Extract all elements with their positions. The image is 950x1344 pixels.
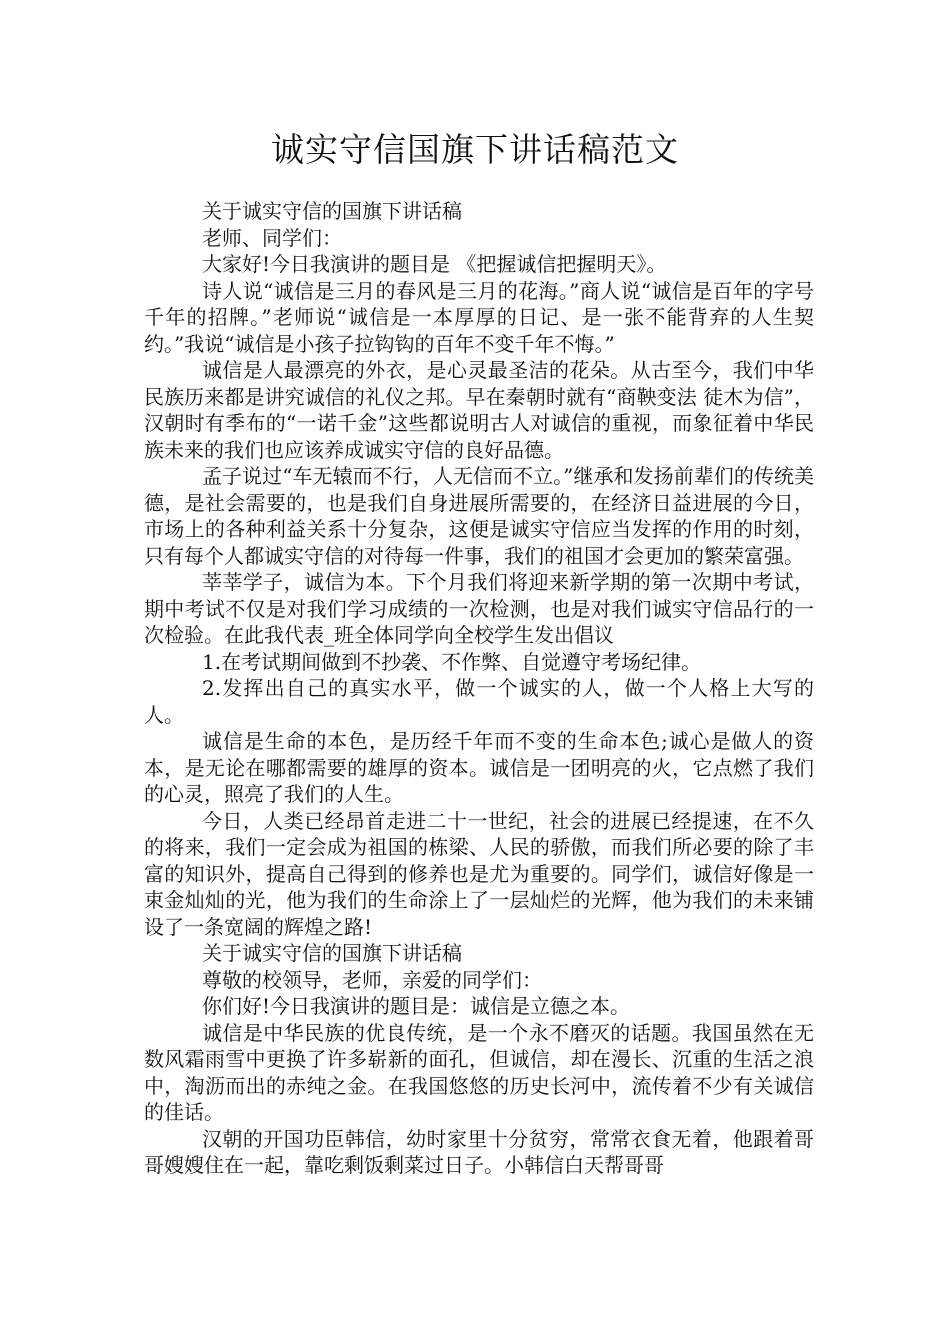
paragraph: 大家好!今日我演讲的题目是 《把握诚信把握明天》。	[202, 252, 667, 276]
paragraph: 尊敬的校领导，老师，亲爱的同学们：	[202, 967, 542, 992]
paragraph: 孟子说过“车无辕而不行，人无信而不立。”继承和发扬前辈们的传统美德，是社会需要的，也是我们自身进展所需要的，在经济日益进展的今日，市场上的各种利益关系十分复杂，这便是诚实守信应当发挥的作用的时刻，只有每个人都诚实守信的对待每一件事，我们的祖国才会更加的繁荣富强。	[144, 464, 814, 568]
paragraph: 诚信是生命的本色，是历经千年而不变的生命本色;诚心是做人的资本，是无论在哪都需要的雄厚的资本。诚信是一团明亮的火，它点燃了我们的心灵，照亮了我们的人生。	[144, 729, 814, 806]
paragraph: 2.发挥出自己的真实水平，做一个诚实的人，做一个人格上大写的人。	[144, 676, 814, 727]
paragraph: 汉朝的开国功臣韩信，幼时家里十分贫穷，常常衣食无着，他跟着哥哥嫂嫂住在一起，靠吃剩饭剩菜过日子。小韩信白天帮哥哥	[144, 1126, 814, 1177]
paragraph: 莘莘学子，诚信为本。下个月我们将迎来新学期的第一次期中考试，期中考试不仅是对我们学习成绩的一次检测，也是对我们诚实守信品行的一次检验。在此我代表_班全体同学向全校学生发出倡议	[144, 570, 814, 647]
paragraph: 诚信是中华民族的优良传统，是一个永不磨灭的话题。我国虽然在无数风霜雨雪中更换了许多崭新的面孔，但诚信，却在漫长、沉重的生活之浪中，淘沥而出的赤纯之金。在我国悠悠的历史长河中，流传着不少有关诚信的佳话。	[144, 1020, 814, 1124]
paragraph: 1.在考试期间做到不抄袭、不作弊、自觉遵守考场纪律。	[202, 649, 702, 674]
paragraph: 关于诚实守信的国旗下讲话稿	[202, 199, 462, 223]
paragraph: 诚信是人最漂亮的外衣，是心灵最圣洁的花朵。从古至今，我们中华民族历来都是讲究诚信的礼仪之邦。早在秦朝时就有“商鞅变法 徒木为信”，汉朝时有季布的“一诺千金”这些都说明古人对诚信的重视，而象征着中华民族未来的我们也应该养成诚实守信的良好品德。	[144, 358, 814, 462]
paragraph: 今日，人类已经昂首走进二十一世纪，社会的进展已经提速，在不久的将来，我们一定会成为祖国的栋梁、人民的骄傲，而我们所必要的除了丰富的知识外，提高自己得到的修养也是尤为重要的。同学们，诚信好像是一束金灿灿的光，他为我们的生命涂上了一层灿烂的光辉，他为我们的未来铺设了一条宽阔的辉煌之路!	[144, 808, 814, 939]
paragraph: 老师、同学们：	[202, 225, 342, 250]
document-body	[144, 198, 814, 1179]
document-title: 诚实守信国旗下讲话稿范文	[271, 130, 679, 169]
paragraph: 你们好!今日我演讲的题目是：诚信是立德之本。	[202, 994, 631, 1018]
paragraph: 诗人说“诚信是三月的春风是三月的花海。”商人说“诚信是百年的字号千年的招牌。”老师说“诚信是一本厚厚的日记、是一张不能背弃的人生契约。”我说“诚信是小孩子拉钩钩的百年不变千年不悔。”	[144, 278, 814, 356]
paragraph: 关于诚实守信的国旗下讲话稿	[202, 941, 462, 965]
